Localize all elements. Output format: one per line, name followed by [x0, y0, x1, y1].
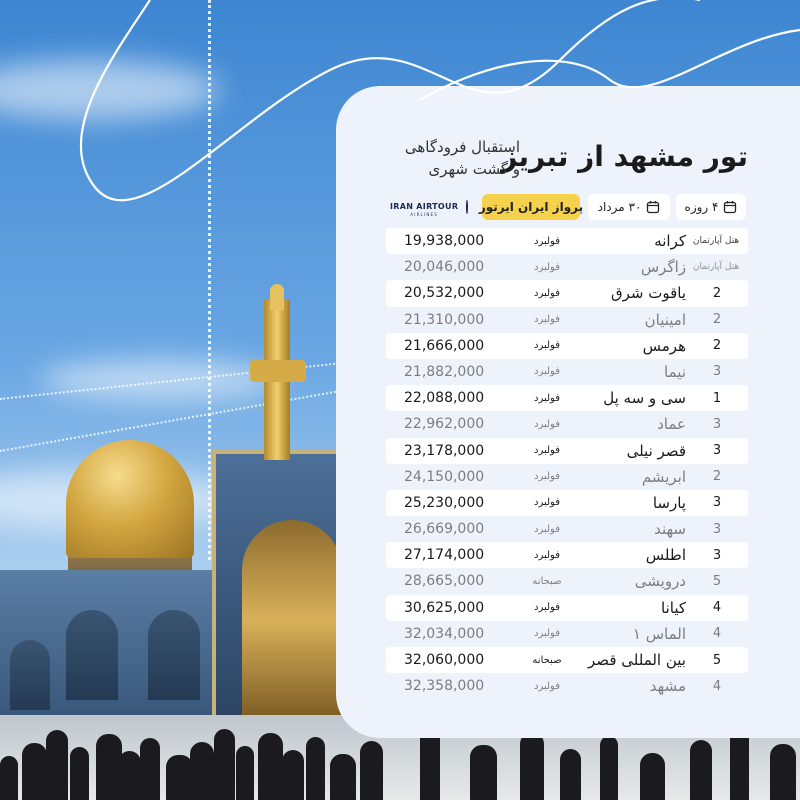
- price-cell: 23,178,000: [404, 442, 485, 459]
- logo-subtext: AIRLINES: [410, 211, 439, 217]
- date-chip: [588, 194, 670, 220]
- star-rating-cell: 2: [712, 285, 722, 301]
- calendar-icon: [723, 200, 737, 214]
- price-cell: 21,666,000: [404, 337, 485, 354]
- table-row: [386, 516, 748, 542]
- table-row: [386, 568, 748, 594]
- price-cell: 22,088,000: [404, 390, 485, 407]
- star-rating-cell: 3: [712, 547, 722, 563]
- board-cell: صبحانه: [532, 575, 562, 587]
- table-row: [386, 254, 748, 280]
- hotel-name-cell: مشهد: [649, 677, 686, 696]
- minaret-top: [270, 284, 284, 310]
- hotel-name-cell: الماس ۱: [632, 624, 686, 643]
- table-row: [386, 307, 748, 333]
- star-rating-cell: 4: [712, 600, 722, 616]
- board-cell: فولبرد: [534, 471, 560, 483]
- star-rating-cell: 1: [712, 390, 722, 406]
- star-rating-cell: 3: [712, 495, 722, 511]
- airline-logo: [384, 194, 474, 220]
- price-cell: 25,230,000: [404, 494, 485, 511]
- person-silhouette: [330, 754, 356, 800]
- table-row: [386, 280, 748, 306]
- duration-chip: [676, 194, 746, 220]
- person-silhouette: [166, 755, 193, 800]
- hotel-name-cell: کیانا: [661, 598, 686, 617]
- star-rating-cell: 2: [712, 312, 722, 328]
- board-cell: فولبرد: [534, 602, 560, 614]
- table-row: [386, 595, 748, 621]
- person-silhouette: [22, 743, 47, 800]
- star-rating-cell: 5: [712, 652, 722, 668]
- table-row: [386, 228, 748, 254]
- table-row: [386, 647, 748, 673]
- price-cell: 20,532,000: [404, 285, 485, 302]
- hotel-name-cell: درویشی: [634, 572, 686, 591]
- hotel-name-cell: هرمس: [642, 336, 686, 355]
- price-cell: 26,669,000: [404, 521, 485, 538]
- table-row: [386, 411, 748, 437]
- person-silhouette: [140, 738, 160, 800]
- board-cell: فولبرد: [534, 549, 560, 561]
- table-row: [386, 333, 748, 359]
- hotel-name-cell: سی و سه پل: [603, 389, 686, 408]
- star-rating-cell: 3: [712, 364, 722, 380]
- hotel-name-cell: پارسا: [652, 493, 686, 512]
- hotel-name-cell: ابریشم: [641, 467, 686, 486]
- logo-text: IRAN AIRTOUR: [390, 201, 459, 211]
- star-rating-cell: 3: [712, 416, 722, 432]
- hotel-name-cell: نیما: [664, 362, 686, 381]
- person-silhouette: [420, 728, 440, 800]
- board-cell: فولبرد: [534, 235, 560, 247]
- person-silhouette: [470, 745, 497, 800]
- board-cell: فولبرد: [534, 680, 560, 692]
- table-row: [386, 438, 748, 464]
- star-rating-cell: 3: [712, 443, 722, 458]
- hotel-name-cell: سهند: [654, 520, 686, 539]
- person-silhouette: [258, 733, 283, 800]
- person-silhouette: [236, 746, 254, 800]
- person-silhouette: [0, 756, 18, 800]
- price-cell: 24,150,000: [404, 468, 485, 485]
- hotel-name-cell: امینیان: [644, 310, 686, 329]
- board-cell: فولبرد: [534, 497, 560, 509]
- board-cell: فولبرد: [534, 628, 560, 640]
- table-row: [386, 621, 748, 647]
- hotel-name-cell: یاقوت شرق: [610, 284, 686, 303]
- star-rating-cell: 3: [712, 521, 722, 537]
- board-cell: صبحانه: [532, 654, 562, 666]
- star-rating-cell: 2: [712, 338, 722, 354]
- duration-label: ۴ روزه: [684, 200, 719, 214]
- price-cell: 27,174,000: [404, 547, 485, 564]
- person-silhouette: [190, 742, 214, 800]
- hotel-name-cell: بین المللی قصر: [588, 651, 686, 669]
- board-cell: فولبرد: [534, 287, 560, 299]
- person-silhouette: [520, 732, 544, 800]
- table-row: [386, 464, 748, 490]
- table-row: [386, 542, 748, 568]
- star-rating-cell: 4: [712, 678, 722, 694]
- subtitle-line: و گشت شهری: [428, 160, 520, 178]
- star-rating-cell: هتل آپارتمان: [692, 262, 740, 273]
- flight-chip: [478, 194, 584, 220]
- hotel-name-cell: کرانه: [654, 232, 686, 250]
- person-silhouette: [360, 741, 383, 800]
- price-cell: 21,882,000: [404, 363, 485, 380]
- price-cell: 19,938,000: [404, 233, 485, 249]
- golden-dome: [66, 440, 194, 558]
- table-row: [386, 673, 748, 699]
- golden-arch: [242, 520, 342, 720]
- board-cell: فولبرد: [534, 445, 560, 456]
- board-cell: فولبرد: [534, 523, 560, 535]
- board-cell: فولبرد: [534, 392, 560, 404]
- star-rating-cell: 4: [712, 626, 722, 642]
- table-row: [386, 359, 748, 385]
- person-silhouette: [70, 747, 89, 800]
- flight-label: پرواز ایران ایرتور: [478, 200, 584, 214]
- cloud: [40, 360, 280, 400]
- hotel-name-cell: اطلس: [645, 546, 686, 565]
- person-silhouette: [282, 750, 304, 800]
- tour-info-chips: [384, 194, 746, 220]
- star-rating-cell: 2: [712, 469, 722, 485]
- person-silhouette: [690, 740, 712, 800]
- person-silhouette: [46, 730, 68, 800]
- table-row: [386, 490, 748, 516]
- person-silhouette: [770, 744, 796, 800]
- person-silhouette: [600, 736, 618, 800]
- price-cell: 30,625,000: [404, 599, 485, 616]
- hotel-price-table: [386, 228, 748, 699]
- hotel-name-cell: عماد: [657, 415, 686, 434]
- person-silhouette: [118, 751, 141, 800]
- subtitle: [380, 136, 520, 180]
- person-silhouette: [560, 749, 581, 800]
- price-cell: 21,310,000: [404, 311, 485, 328]
- price-cell: 32,358,000: [404, 678, 485, 695]
- person-silhouette: [640, 753, 665, 800]
- globe-icon: [466, 200, 468, 214]
- board-cell: فولبرد: [534, 340, 560, 352]
- price-cell: 22,962,000: [404, 416, 485, 433]
- star-rating-cell: 5: [712, 573, 722, 589]
- person-silhouette: [306, 737, 325, 800]
- facade-arch: [10, 640, 50, 710]
- subtitle-line: استقبال فرودگاهی: [404, 138, 520, 156]
- person-silhouette: [214, 729, 235, 800]
- price-cell: 28,665,000: [404, 573, 485, 590]
- board-cell: فولبرد: [534, 366, 560, 378]
- facade-arch: [66, 610, 118, 700]
- board-cell: فولبرد: [534, 314, 560, 326]
- page-title: تور مشهد از تبریز: [501, 140, 748, 173]
- board-cell: فولبرد: [534, 261, 560, 273]
- star-rating-cell: هتل آپارتمان: [692, 236, 740, 246]
- calendar-icon: [646, 200, 660, 214]
- date-label: ۳۰ مرداد: [597, 200, 642, 214]
- minaret-balcony: [250, 360, 306, 382]
- table-row: [386, 385, 748, 411]
- hotel-name-cell: قصر نیلی: [626, 441, 686, 460]
- price-cell: 20,046,000: [404, 259, 485, 276]
- board-cell: فولبرد: [534, 418, 560, 430]
- facade-arch: [148, 610, 200, 700]
- hotel-name-cell: زاگرس: [640, 258, 686, 277]
- price-cell: 32,060,000: [404, 652, 485, 668]
- price-cell: 32,034,000: [404, 625, 485, 642]
